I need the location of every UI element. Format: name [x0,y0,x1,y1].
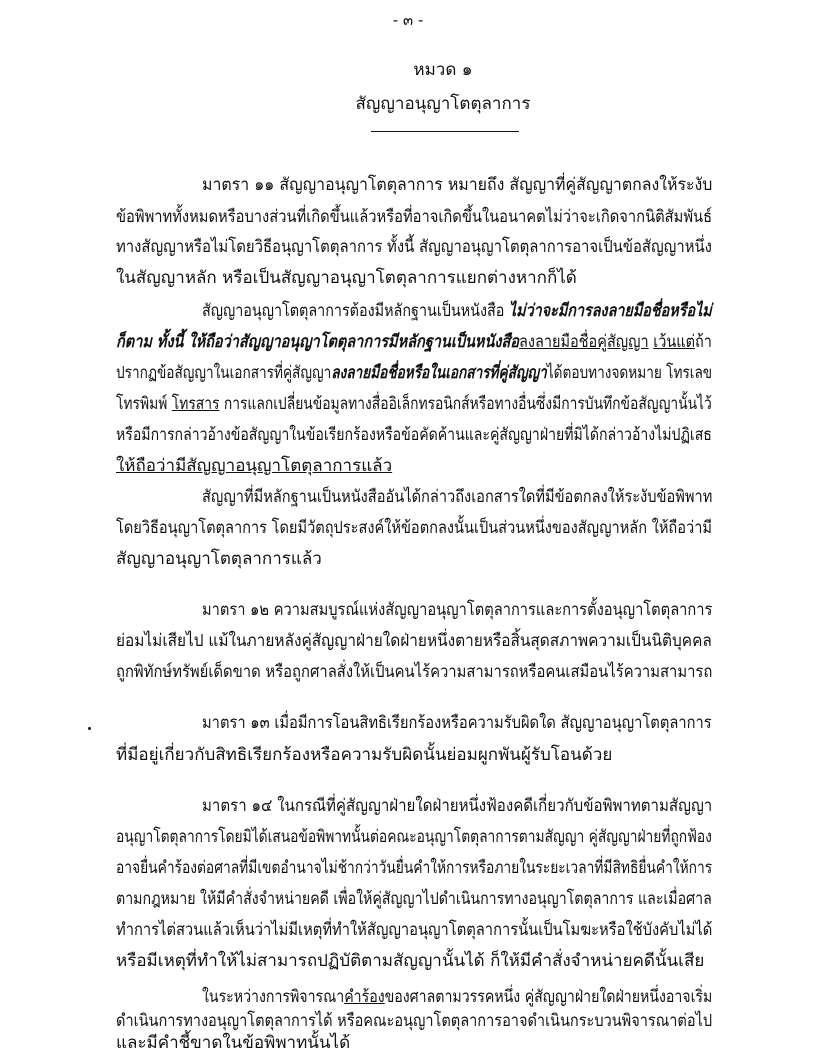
text-segment: ปรากฏข้อสัญญาในเอกสารที่คู่สัญญา [116,363,332,383]
text-line: อนุญาโตตุลาการโดยมิได้เสนอข้อพิพาทนั้นต่อคณะอนุญาโตตุลาการตามสัญญา คู่สัญญาฝ่ายที่ถูกฟ้อง [116,827,712,847]
text-line: มาตรา ๑๒ ความสมบูรณ์แห่งสัญญาอนุญาโตตุลาการและการตั้งอนุญาโตตุลาการ [202,600,713,620]
text-segment: ได้ตอบทางจดหมาย โทรเลข [546,363,713,383]
text-line: ย่อมไม่เสียไป แม้ในภายหลังคู่สัญญาฝ่ายใดฝ่ายหนึ่งตายหรือสิ้นสุดสภาพความเป็นนิติบุคคล [116,631,712,651]
text-line: ข้อพิพาททั้งหมดหรือบางส่วนที่เกิดขึ้นแล้วหรือที่อาจเกิดขึ้นในอนาคตไม่ว่าจะเกิดจากนิติสัมพันธ์ [116,207,713,227]
text-line: สัญญาอนุญาโตตุลาการแล้ว [116,549,322,569]
title-underline [371,131,519,132]
struck-text: ไม่ว่าจะมีการลงลายมือชื่อหรือไม่ [508,301,712,321]
chapter-number: หมวด ๑ [413,60,473,80]
text-line: โดยวิธีอนุญาโตตุลาการ โดยมีวัตถุประสงค์ให้ข้อตกลงนั้นเป็นส่วนหนึ่งของสัญญาหลัก ให้ถือว่ามี [116,518,713,538]
text-line: ตามกฎหมาย ให้มีคำสั่งจำหน่ายคดี เพื่อให้คู่สัญญาไปดำเนินการทางอนุญาโตตุลาการ และเมื่อศาล [116,889,712,909]
struck-text: ลงลายมือชื่อหรือในเอกสารที่คู่สัญญา [331,363,547,383]
text-line: อาจยื่นคำร้องต่อศาลที่มีเขตอำนาจไม่ช้ากว่าวันยื่นคำให้การหรือภายในระยะเวลาที่มีสิทธิยื่นคำให้การ [116,858,713,878]
inserted-text: โทรสาร [171,394,220,414]
text-line [116,394,712,414]
text-line: และมีคำชี้ขาดในข้อพิพาทนั้นได้ [116,1033,351,1053]
text-line: หรือมีเหตุที่ทำให้ไม่สามารถปฏิบัติตามสัญญานั้นได้ ก็ให้มีคำสั่งจำหน่ายคดีนั้นเสีย [116,951,705,971]
inserted-text: ลงลายมือชื่อคู่สัญญา [518,332,649,352]
text-line: ถูกพิทักษ์ทรัพย์เด็ดขาด หรือถูกศาลสั่งให้เป็นคนไร้ความสามารถหรือคนเสมือนไร้ความสามารถ [116,662,713,682]
text-segment: สัญญาอนุญาโตตุลาการต้องมีหลักฐานเป็นหนังสือ [202,301,509,321]
page-number: - ๓ - [392,11,424,29]
chapter-title: สัญญาอนุญาโตตุลาการ [355,94,531,114]
struck-text: ก็ตาม ทั้งนี้ ให้ถือว่าสัญญาอนุญาโตตุลาการมีหลักฐานเป็นหนังสือ [116,332,519,352]
text-line: ในสัญญาหลัก หรือเป็นสัญญาอนุญาโตตุลาการแยกต่างหากก็ได้ [116,268,577,288]
text-line: ทางสัญญาหรือไม่โดยวิธีอนุญาโตตุลาการ ทั้งนี้ สัญญาอนุญาโตตุลาการอาจเป็นข้อสัญญาหนึ่ง [116,237,712,257]
text-segment: ของศาลตามวรรคหนึ่ง คู่สัญญาฝ่ายใดฝ่ายหนึ่งอาจเริ่ม [384,987,713,1007]
text-segment: ในระหว่างการพิจารณา [202,987,345,1007]
text-segment: ถ้า [695,332,712,352]
text-line: หรือมีการกล่าวอ้างข้อสัญญาในข้อเรียกร้องหรือข้อคัดค้านและคู่สัญญาฝ่ายที่มิได้กล่าวอ้างไม่ปฏิเสธ [116,425,712,445]
inserted-text: เว้นแต่ [653,332,696,352]
text-line [116,363,712,383]
text-line: มาตรา ๑๓ เมื่อมีการโอนสิทธิเรียกร้องหรือความรับผิดใด สัญญาอนุญาโตตุลาการ [202,713,712,733]
text-line: ทำการไต่สวนแล้วเห็นว่าไม่มีเหตุที่ทำให้สัญญาอนุญาโตตุลาการนั้นเป็นโมฆะหรือใช้บังคับไม่ได้ [116,920,713,940]
text-line: มาตรา ๑๑ สัญญาอนุญาโตตุลาการ หมายถึง สัญญาที่คู่สัญญาตกลงให้ระงับ [202,175,713,195]
stray-mark [88,727,91,730]
inserted-text: คำร้อง [344,987,385,1007]
text-line [116,332,712,352]
text-segment: โทรพิมพ์ [116,394,172,414]
text-segment: การแลกเปลี่ยนข้อมูลทางสื่ออิเล็กทรอนิกส์หรือทางอื่นซึ่งมีการบันทึกข้อสัญญานั้นไว้ [219,394,712,414]
text-line: สัญญาที่มีหลักฐานเป็นหนังสืออันได้กล่าวถึงเอกสารใดที่มีข้อตกลงให้ระงับข้อพิพาท [202,487,713,507]
text-line [202,987,712,1007]
text-line: มาตรา ๑๔ ในกรณีที่คู่สัญญาฝ่ายใดฝ่ายหนึ่งฟ้องคดีเกี่ยวกับข้อพิพาทตามสัญญา [202,796,713,816]
text-line: ที่มีอยู่เกี่ยวกับสิทธิเรียกร้องหรือความรับผิดนั้นย่อมผูกพันผู้รับโอนด้วย [116,745,613,765]
inserted-text: ให้ถือว่ามีสัญญาอนุญาโตตุลาการแล้ว [116,456,393,476]
text-line [202,301,712,321]
text-line: ดำเนินการทางอนุญาโตตุลาการได้ หรือคณะอนุญาโตตุลาการอาจดำเนินกระบวนพิจารณาต่อไป [116,1011,713,1031]
